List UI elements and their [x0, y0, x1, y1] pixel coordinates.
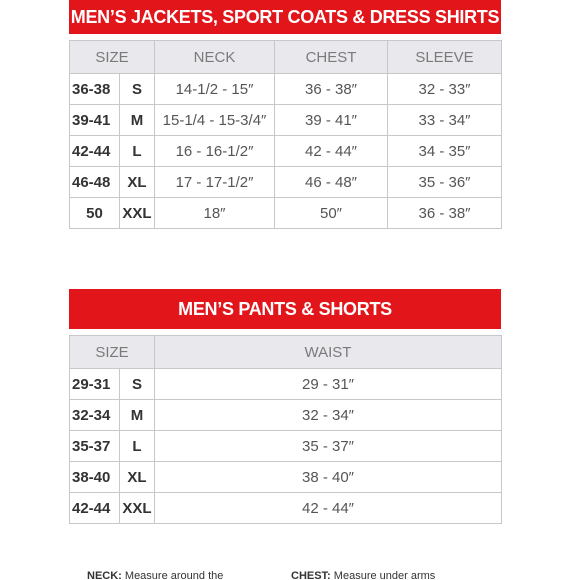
jackets-size-table — [69, 40, 502, 229]
chest-cell: 42 - 44″ — [275, 136, 388, 167]
jackets-header-sleeve: SLEEVE — [388, 41, 502, 74]
neck-note — [87, 570, 223, 580]
waist-cell: 38 - 40″ — [155, 462, 502, 493]
table-row — [70, 462, 502, 493]
sleeve-cell: 36 - 38″ — [388, 198, 502, 229]
jackets-header-chest: CHEST — [275, 41, 388, 74]
sleeve-cell: 33 - 34″ — [388, 105, 502, 136]
size-range-cell: 42-44 — [70, 136, 120, 167]
pants-size-table — [69, 335, 502, 524]
size-letter-cell: L — [120, 136, 155, 167]
table-row — [70, 198, 502, 229]
sleeve-cell: 32 - 33″ — [388, 74, 502, 105]
table-row — [70, 493, 502, 524]
neck-cell: 18″ — [155, 198, 275, 229]
size-letter-cell: S — [120, 369, 155, 400]
chest-cell: 36 - 38″ — [275, 74, 388, 105]
neck-cell: 14-1/2 - 15″ — [155, 74, 275, 105]
pants-title-banner: MEN’S PANTS & SHORTS — [69, 289, 501, 329]
size-range-cell: 46-48 — [70, 167, 120, 198]
table-row — [70, 74, 502, 105]
pants-header-size: SIZE — [70, 336, 155, 369]
table-row — [70, 136, 502, 167]
size-range-cell: 35-37 — [70, 431, 120, 462]
chest-note — [291, 570, 435, 580]
table-row — [70, 369, 502, 400]
table-row — [70, 400, 502, 431]
chest-cell: 39 - 41″ — [275, 105, 388, 136]
size-range-cell: 39-41 — [70, 105, 120, 136]
size-letter-cell: S — [120, 74, 155, 105]
size-range-cell: 32-34 — [70, 400, 120, 431]
sleeve-cell: 35 - 36″ — [388, 167, 502, 198]
size-range-cell: 42-44 — [70, 493, 120, 524]
chest-note-text: Measure under arms — [333, 570, 436, 580]
table-row — [70, 431, 502, 462]
waist-cell: 32 - 34″ — [155, 400, 502, 431]
table-row — [70, 167, 502, 198]
jackets-header-row — [70, 41, 502, 74]
waist-cell: 35 - 37″ — [155, 431, 502, 462]
sleeve-cell: 34 - 35″ — [388, 136, 502, 167]
table-row — [70, 105, 502, 136]
neck-cell: 17 - 17-1/2″ — [155, 167, 275, 198]
waist-cell: 29 - 31″ — [155, 369, 502, 400]
size-range-cell: 29-31 — [70, 369, 120, 400]
jackets-header-neck: NECK — [155, 41, 275, 74]
pants-header-row — [70, 336, 502, 369]
size-letter-cell: M — [120, 105, 155, 136]
neck-cell: 16 - 16-1/2″ — [155, 136, 275, 167]
chest-note-label: CHEST: — [291, 570, 331, 580]
chest-cell: 46 - 48″ — [275, 167, 388, 198]
jackets-title-banner: MEN’S JACKETS, SPORT COATS & DRESS SHIRTS — [69, 0, 501, 34]
pants-header-waist: WAIST — [155, 336, 502, 369]
size-letter-cell: XXL — [120, 198, 155, 229]
size-range-cell: 50 — [70, 198, 120, 229]
size-range-cell: 36-38 — [70, 74, 120, 105]
size-letter-cell: M — [120, 400, 155, 431]
neck-cell: 15-1/4 - 15-3/4″ — [155, 105, 275, 136]
size-letter-cell: XL — [120, 167, 155, 198]
size-letter-cell: L — [120, 431, 155, 462]
size-letter-cell: XXL — [120, 493, 155, 524]
waist-cell: 42 - 44″ — [155, 493, 502, 524]
measurement-notes — [0, 570, 580, 580]
neck-note-label: NECK: — [87, 570, 122, 580]
size-range-cell: 38-40 — [70, 462, 120, 493]
neck-note-text: Measure around the — [124, 570, 224, 580]
chest-cell: 50″ — [275, 198, 388, 229]
size-letter-cell: XL — [120, 462, 155, 493]
jackets-header-size: SIZE — [70, 41, 155, 74]
